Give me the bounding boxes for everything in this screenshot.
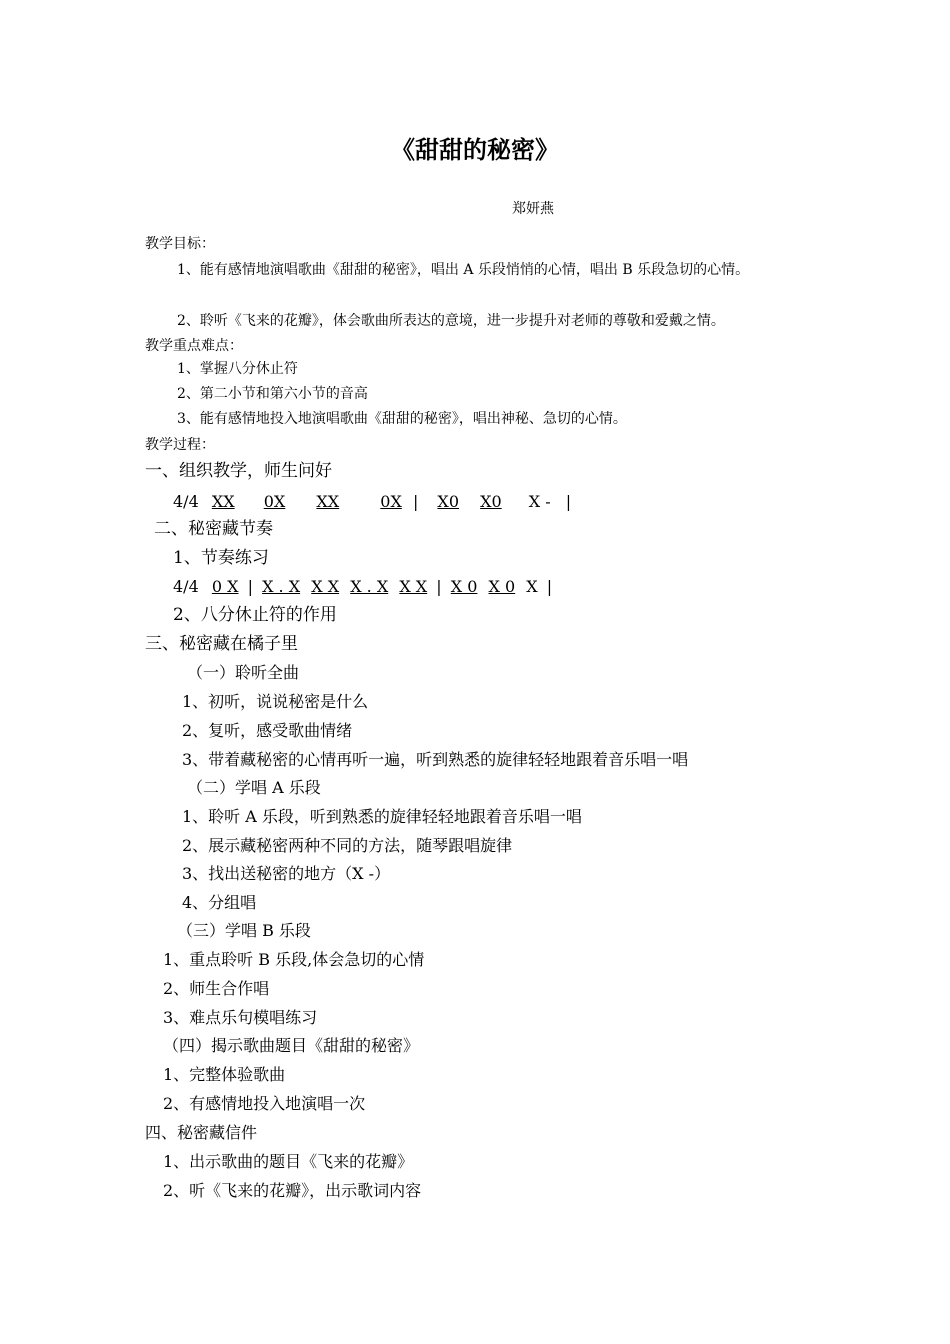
list-item: 1、节奏练习 (173, 548, 269, 568)
section-heading: 四、秘密藏信件 (145, 1123, 258, 1142)
rhythm-token: X0 (437, 492, 459, 511)
rhythm-token: 0X (263, 492, 286, 511)
list-item: 1、聆听 A 乐段，听到熟悉的旋律轻轻地跟着音乐唱一唱 (182, 807, 582, 826)
bar-line: | (546, 577, 553, 596)
rhythm-group: 0 X (211, 577, 239, 596)
section-heading: 一、组织教学，师生问好 (145, 461, 332, 481)
subsection-heading: （二）学唱 A 乐段 (187, 778, 321, 797)
subsection-heading: （三）学唱 B 乐段 (177, 921, 311, 940)
key-points-heading: 教学重点难点： (145, 338, 243, 354)
author-name: 郑妍燕 (512, 201, 554, 217)
list-item: 2、师生合作唱 (163, 979, 270, 998)
list-item: 4、分组唱 (182, 893, 257, 912)
rhythm-token: XX (316, 492, 340, 511)
rhythm-meter: 4/4 (173, 492, 199, 511)
rhythm-group: X X (399, 577, 428, 596)
subsection-heading: （四）揭示歌曲题目《甜甜的秘密》 (163, 1036, 420, 1055)
bar-line: | (436, 577, 442, 596)
list-item: 1、出示歌曲的题目《飞来的花瓣》 (163, 1152, 414, 1171)
rhythm-meter: 4/4 (173, 577, 199, 596)
goal-item: 2、聆听《飞来的花瓣》，体会歌曲所表达的意境，进一步提升对老师的尊敬和爱戴之情。 (177, 313, 725, 329)
section-heading: 二、秘密藏节奏 (154, 519, 273, 539)
rhythm-line-1 (173, 492, 571, 511)
rhythm-token: X - (528, 492, 551, 511)
list-item: 2、有感情地投入地演唱一次 (163, 1094, 366, 1113)
list-item: 2、复听，感受歌曲情绪 (182, 721, 353, 740)
rhythm-token: 0X (380, 492, 402, 511)
subsection-heading: （一）聆听全曲 (187, 663, 300, 682)
bar-line: | (247, 577, 253, 596)
bar-line: | (412, 492, 419, 511)
key-point-item: 2、第二小节和第六小节的音高 (177, 386, 368, 402)
list-item: 2、八分休止符的作用 (173, 605, 337, 625)
rhythm-group: X X (311, 577, 340, 596)
rhythm-token: X0 (480, 492, 502, 511)
list-item: 3、找出送秘密的地方（X -） (182, 864, 391, 883)
document-title: 《甜甜的秘密》 (391, 136, 559, 164)
list-item: 3、难点乐句模唱练习 (163, 1008, 318, 1027)
list-item: 2、听《飞来的花瓣》，出示歌词内容 (163, 1181, 422, 1200)
rhythm-group: X 0 (450, 577, 478, 596)
key-point-item: 1、掌握八分休止符 (177, 361, 298, 377)
bar-line: | (565, 492, 572, 511)
list-item: 2、展示藏秘密两种不同的方法，随琴跟唱旋律 (182, 836, 513, 855)
list-item: 3、带着藏秘密的心情再听一遍，听到熟悉的旋律轻轻地跟着音乐唱一唱 (182, 750, 689, 769)
rhythm-group: X . X (350, 577, 389, 596)
goals-heading: 教学目标： (145, 236, 215, 252)
rhythm-token: XX (211, 492, 235, 511)
rhythm-group: X 0 (488, 577, 516, 596)
section-heading: 三、秘密藏在橘子里 (145, 634, 298, 654)
rhythm-line-2 (173, 577, 556, 596)
rhythm-group: X (526, 577, 538, 596)
list-item: 1、初听，说说秘密是什么 (182, 692, 369, 711)
rhythm-group: X . X (262, 577, 301, 596)
list-item: 1、重点聆听 B 乐段,体会急切的心情 (163, 950, 425, 969)
list-item: 1、完整体验歌曲 (163, 1065, 286, 1084)
key-point-item: 3、能有感情地投入地演唱歌曲《甜甜的秘密》，唱出神秘、急切的心情。 (177, 411, 627, 427)
process-heading: 教学过程： (145, 437, 215, 453)
goal-item: 1、能有感情地演唱歌曲《甜甜的秘密》，唱出 A 乐段悄悄的心情，唱出 B 乐段急切的心情。 (177, 262, 750, 278)
